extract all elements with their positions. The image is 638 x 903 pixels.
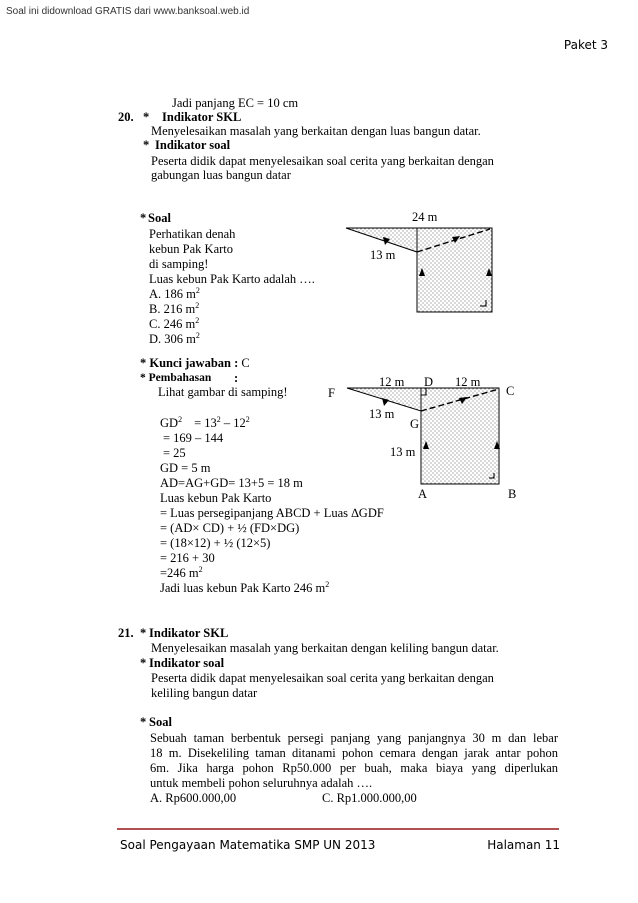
q20-bullet: * <box>140 211 147 225</box>
q21-skl-text: Menyelesaikan masalah yang berkaitan dengan keliling bangun datar. <box>151 641 499 655</box>
q20-soal-line: kebun Pak Karto <box>149 242 234 256</box>
paket-label: Paket 3 <box>563 38 608 52</box>
q20-soal-line: Luas kebun Pak Karto adalah …. <box>149 272 315 286</box>
point-b-label: B <box>508 487 517 501</box>
q20-bullet: * <box>143 110 150 124</box>
calc-line: = Luas persegipanjang ABCD + Luas ∆GDF <box>160 506 384 520</box>
garden2-rectangle <box>421 388 499 484</box>
figure1-label-side: 13 m <box>370 248 396 262</box>
point-c-label: C <box>506 384 515 398</box>
calc-line: = 25 <box>163 446 186 460</box>
kunci-heading: * Kunci jawaban : C <box>140 356 250 370</box>
q20-number: 20. <box>118 110 134 124</box>
q20-soal-heading: Soal <box>148 211 171 225</box>
calc-line: = 169 – 144 <box>163 431 224 445</box>
q21-option-a: A. Rp600.000,00 <box>150 791 237 805</box>
q21-indikator-line: Peserta didik dapat menyelesaikan soal cerita yang berkaitan dengan <box>151 671 494 685</box>
q20-indikator-heading: Indikator soal <box>155 138 231 152</box>
calc-line: AD=AG+GD= 13+5 = 18 m <box>160 476 303 490</box>
q21-number: 21. <box>118 626 134 640</box>
footer-title: Soal Pengayaan Matematika SMP UN 2013 <box>120 838 376 852</box>
q20-option-b: B. 216 $m^2$ <box>149 300 200 316</box>
calc-line: Luas kebun Pak Karto <box>160 491 272 505</box>
point-a-label: A <box>418 487 428 501</box>
footer-page-number: Halaman 11 <box>487 838 560 852</box>
q20-skl-text: Menyelesaikan masalah yang berkaitan dengan luas bangun datar. <box>151 124 481 138</box>
q21-bullet: * <box>140 626 147 640</box>
q21-soal-heading: Soal <box>149 715 172 729</box>
q20-skl-heading: Indikator SKL <box>162 110 242 124</box>
q20-bullet: * <box>143 138 150 152</box>
q21-soal-line: 6m. Jika harga pohon Rp50.000 per buah, maka biaya yang diperlukan <box>150 761 558 775</box>
q20-option-a: A. 186 $m^2$ <box>149 285 200 301</box>
pembahasan-lihat: Lihat gambar di samping! <box>158 385 288 399</box>
q21-indikator-heading: Indikator soal <box>149 656 225 670</box>
ga-length-label: 13 m <box>390 445 416 459</box>
calc-gd-squared: $GD^2 = 13^2 - 12^2$ <box>160 414 250 430</box>
point-f-label: F <box>328 386 335 400</box>
calc-final: Jadi luas kebun Pak Karto 246 $m^2$ <box>160 579 330 595</box>
q21-soal-line: Sebuah taman berbentuk persegi panjang yang panjangnya 30 m dan lebar <box>150 731 558 745</box>
q21-soal-line: untuk membeli pohon seluruhnya adalah …. <box>150 776 373 790</box>
q21-bullet: * <box>140 715 147 729</box>
figure1-label-top: 24 m <box>412 210 438 224</box>
calc-line: = (18×12) + ½ (12×5) <box>160 536 271 550</box>
fg-length-label: 13 m <box>369 407 395 421</box>
calc-line: = (AD× CD) + ½ (FD×DG) <box>160 521 300 535</box>
q20-indikator-line: Peserta didik dapat menyelesaikan soal cerita yang berkaitan dengan <box>151 154 494 168</box>
q20-option-d: D. 306 $m^2$ <box>149 330 200 346</box>
q20-soal-line: Perhatikan denah <box>149 227 236 241</box>
q20-soal-line: di samping! <box>149 257 209 271</box>
calc-result: =246 $m^2$ <box>160 564 203 580</box>
q21-bullet: * <box>140 656 147 670</box>
pembahasan-heading: * Pembahasan <box>140 372 212 384</box>
point-g-label: G <box>410 417 420 431</box>
q20-option-c: C. 246 $m^2$ <box>149 315 200 331</box>
q21-indikator-line: keliling bangun datar <box>151 686 258 700</box>
calc-line: GD = 5 m <box>160 461 211 475</box>
point-d-label: D <box>424 375 434 389</box>
q20-indikator-line: gabungan luas bangun datar <box>151 168 291 182</box>
pembahasan-colon: : <box>234 371 239 385</box>
calc-line: = 216 + 30 <box>160 551 215 565</box>
q21-skl-heading: Indikator SKL <box>149 626 229 640</box>
fd-length-label: 12 m <box>379 375 405 389</box>
footer-divider <box>117 828 559 830</box>
q21-soal-line: 18 m. Disekeliling taman ditanami pohon cemara dengan jarak antar pohon <box>150 746 558 760</box>
q21-option-c: C. Rp1.000.000,00 <box>322 791 417 805</box>
download-watermark: Soal ini didownload GRATIS dari www.banksoal.web.id <box>6 6 250 17</box>
dc-length-label: 12 m <box>455 375 481 389</box>
prev-answer-tail: Jadi panjang EC = 10 cm <box>172 96 299 110</box>
